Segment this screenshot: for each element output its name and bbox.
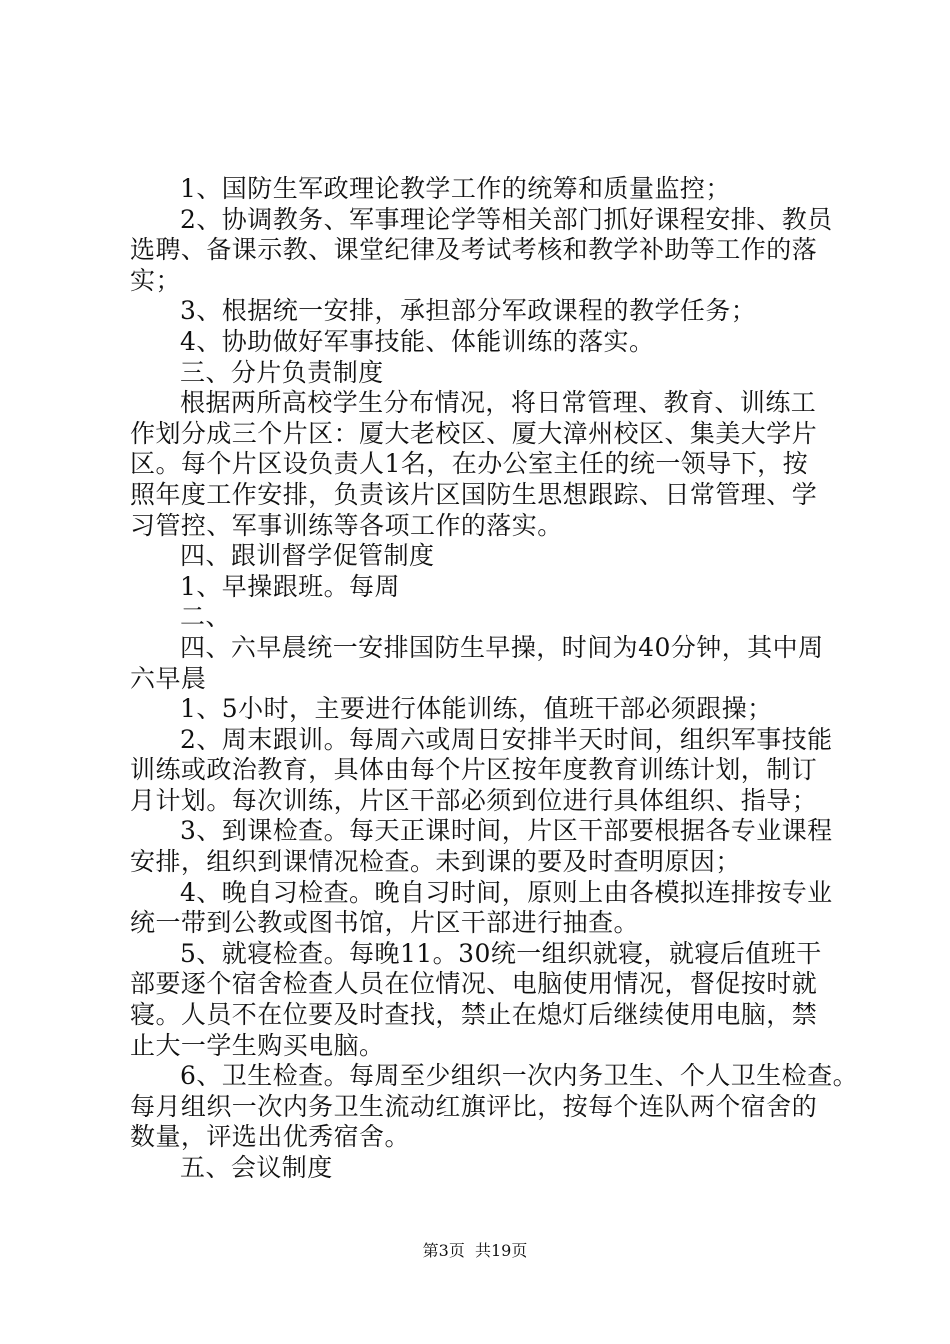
text-line: 选聘、备课示教、课堂纪律及考试考核和教学补助等工作的落 (130, 235, 818, 265)
text-line: 作划分成三个片区：厦大老校区、厦大漳州校区、集美大学片 (130, 418, 818, 448)
text-line: 4、晚自习检查。晚自习时间，原则上由各模拟连排按专业 (180, 877, 833, 907)
text-line: 四、跟训督学促管制度 (180, 541, 435, 571)
page-footer: 第3页 共19页 (422, 1241, 528, 1260)
text-line: 2、周末跟训。每周六或周日安排半天时间，组织军事技能 (180, 724, 833, 754)
text-line: 二、 (180, 602, 231, 632)
text-line: 部要逐个宿舍检查人员在位情况、电脑使用情况，督促按时就 (130, 969, 818, 999)
text-line: 安排，组织到课情况检查。未到课的要及时查明原因； (130, 847, 741, 877)
text-line: 根据两所高校学生分布情况，将日常管理、教育、训练工 (180, 388, 817, 418)
text-line: 1、国防生军政理论教学工作的统筹和质量监控； (180, 174, 731, 203)
text-line: 4、协助做好军事技能、体能训练的落实。 (180, 326, 655, 356)
text-line: 统一带到公教或图书馆，片区干部进行抽查。 (130, 908, 640, 938)
text-line: 1、5小时，主要进行体能训练，值班干部必须跟操； (180, 694, 773, 724)
text-line: 3、根据统一安排，承担部分军政课程的教学任务； (180, 296, 757, 326)
document-body (130, 174, 859, 1184)
text-line: 五、会议制度 (180, 1153, 333, 1182)
text-line: 实； (130, 265, 181, 295)
text-line: 6、卫生检查。每周至少组织一次内务卫生、个人卫生检查。 (180, 1061, 859, 1091)
text-line: 六早晨 (130, 663, 207, 693)
text-line: 训练或政治教育，具体由每个片区按年度教育训练计划，制订 (130, 755, 818, 785)
text-line: 2、协调教务、军事理论学等相关部门抓好课程安排、教员 (180, 204, 833, 234)
text-line: 1、早操跟班。每周 (180, 571, 400, 601)
text-line: 区。每个片区设负责人1名，在办公室主任的统一领导下，按 (130, 449, 809, 479)
text-line: 5、就寝检查。每晚11。30统一组织就寝，就寝后值班干 (180, 938, 822, 968)
text-line: 月计划。每次训练，片区干部必须到位进行具体组织、指导； (130, 785, 818, 815)
text-line: 习管控、军事训练等各项工作的落实。 (130, 510, 563, 540)
text-line: 3、到课检查。每天正课时间，片区干部要根据各专业课程 (180, 816, 833, 846)
text-line: 数量，评选出优秀宿舍。 (130, 1122, 410, 1152)
text-line: 三、分片负责制度 (180, 357, 384, 387)
text-line: 寝。人员不在位要及时查找，禁止在熄灯后继续使用电脑，禁 (130, 1000, 818, 1030)
text-line: 每月组织一次内务卫生流动红旗评比，按每个连队两个宿舍的 (130, 1091, 818, 1121)
text-line: 照年度工作安排，负责该片区国防生思想跟踪、日常管理、学 (130, 479, 818, 509)
text-line: 止大一学生购买电脑。 (130, 1030, 385, 1060)
text-line: 四、六早晨统一安排国防生早操，时间为40分钟，其中周 (180, 632, 824, 662)
